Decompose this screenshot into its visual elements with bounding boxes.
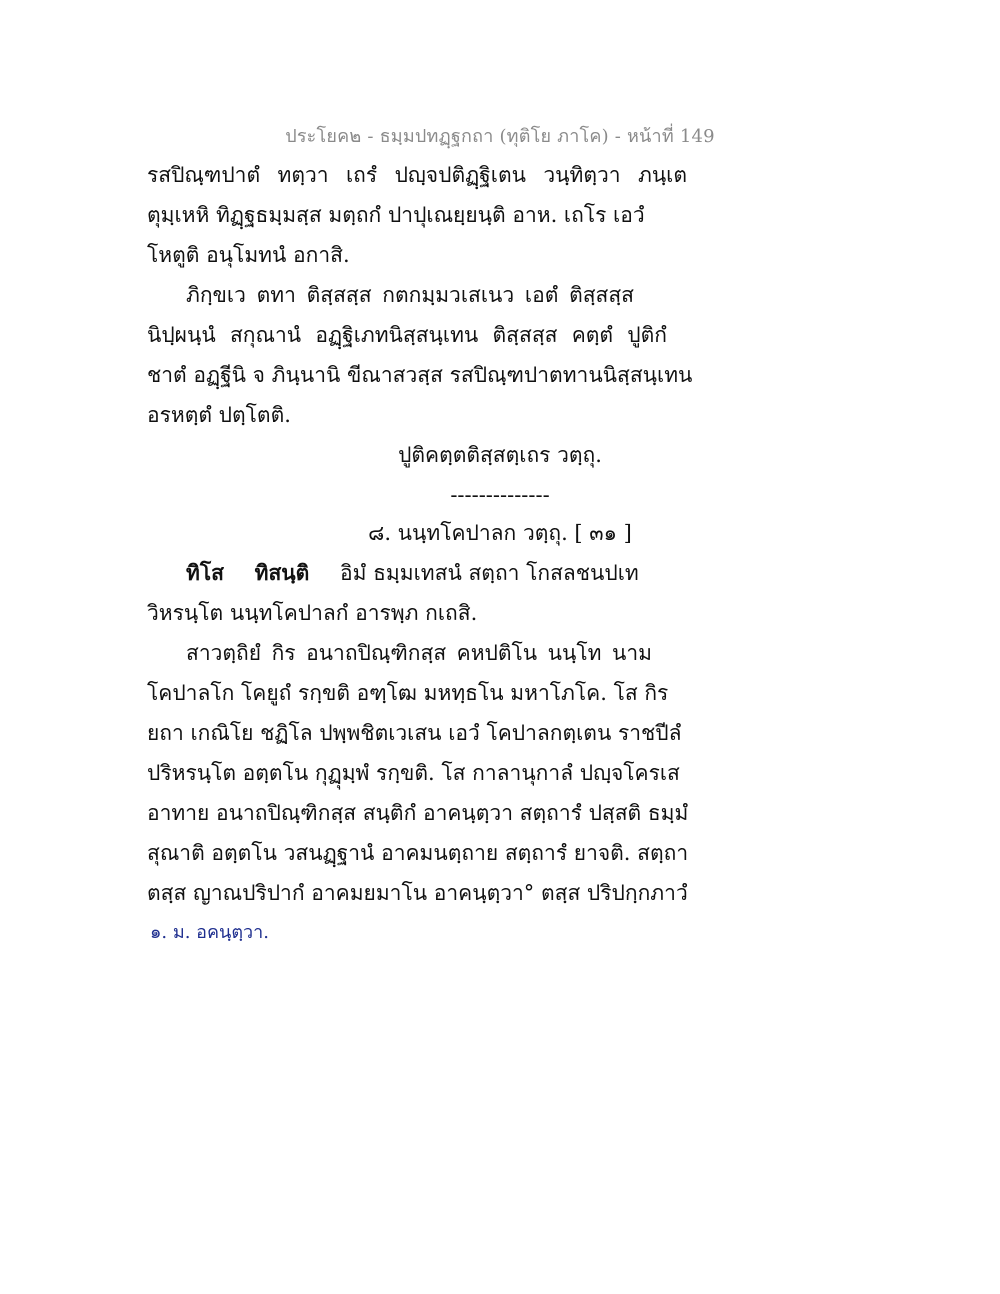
story-end-title: ปูติคตฺตติสฺสตฺเถร วตฺถุ.: [398, 443, 602, 467]
paragraph-line: ภิกฺขเว ตทา ติสฺสสฺส กตกมฺมวเสเนว เอตํ ติสฺสสฺส: [186, 283, 634, 307]
paragraph-line: [186, 559, 639, 587]
paragraph-line: ตสฺส ญาณปริปากํ อาคมยมาโน อาคนฺตฺวา° ตสฺส ปริปกฺกภาวํ: [147, 881, 688, 905]
paragraph-line: รสปิณฺฑปาตํ ทตฺวา เถรํ ปญฺจปติฏฺฐิเตน วนฺทิตฺวา ภนฺเต: [147, 163, 687, 187]
footnote: ๑. ม. อคนฺตฺวา.: [150, 922, 269, 943]
paragraph-line: ตุมฺเหหิ ทิฏฺฐธมฺมสฺส มตฺถกํ ปาปุเณยฺยนฺติ อาห. เถโร เอวํ: [147, 203, 645, 227]
paragraph-line: นิปฺผนฺนํ สกุณานํ อฏฺฐิเภทนิสฺสนฺเทน ติสฺสสฺส คตฺตํ ปูติกํ: [147, 323, 667, 347]
paragraph-text: อิมํ ธมฺมเทสนํ สตฺถา โกสลชนปเท: [339, 561, 639, 585]
paragraph-line: ยถา เกณิโย ชฏิโล ปพฺพชิตเวเสน เอวํ โคปาลกตฺเตน ราชปีลํ: [147, 721, 682, 745]
section-separator: --------------: [450, 483, 550, 507]
paragraph-line: โหตูติ อนุโมทนํ อกาสิ.: [147, 243, 350, 267]
paragraph-line: ปริหรนฺโต อตฺตโน กุฏุมฺพํ รกฺขติ. โส กาลานุกาลํ ปญฺจโครเส: [147, 761, 680, 785]
paragraph-line: อาทาย อนาถปิณฺฑิกสฺส สนฺติกํ อาคนฺตฺวา สตฺถารํ ปสฺสติ ธมฺมํ: [147, 801, 689, 825]
page-header: ประโยค๒ - ธมฺมปทฏฺฐกถา (ทุติโย ภาโค) - หน้าที่ 149: [285, 126, 715, 147]
paragraph-line: สุณาติ อตฺตโน วสนฏฺฐานํ อาคมนตฺถาย สตฺถารํ ยาจติ. สตฺถา: [147, 841, 689, 865]
paragraph-line: ชาตํ อฏฺฐีนิ จ ภินฺนานิ ขีณาสวสฺส รสปิณฺฑปาตทานนิสฺสนฺเทน: [147, 363, 693, 387]
paragraph-line: สาวตฺถิยํ กิร อนาถปิณฺฑิกสฺส คหปติโน นนฺโท นาม: [186, 641, 652, 665]
story-title: ๘. นนฺทโคปาลก วตฺถุ. [ ๓๑ ]: [368, 521, 632, 545]
paragraph-line: วิหรนฺโต นนฺทโคปาลกํ อารพฺภ กเถสิ.: [147, 601, 478, 625]
paragraph-line: โคปาลโก โคยูถํ รกฺขติ อฑฺโฒ มหทฺธโน มหาโภโค. โส กิร: [147, 681, 669, 705]
bold-term: ทิสนฺติ: [254, 560, 310, 585]
paragraph-line: อรหตฺตํ ปตฺโตติ.: [147, 403, 291, 427]
bold-term: ทิโส: [186, 560, 224, 585]
